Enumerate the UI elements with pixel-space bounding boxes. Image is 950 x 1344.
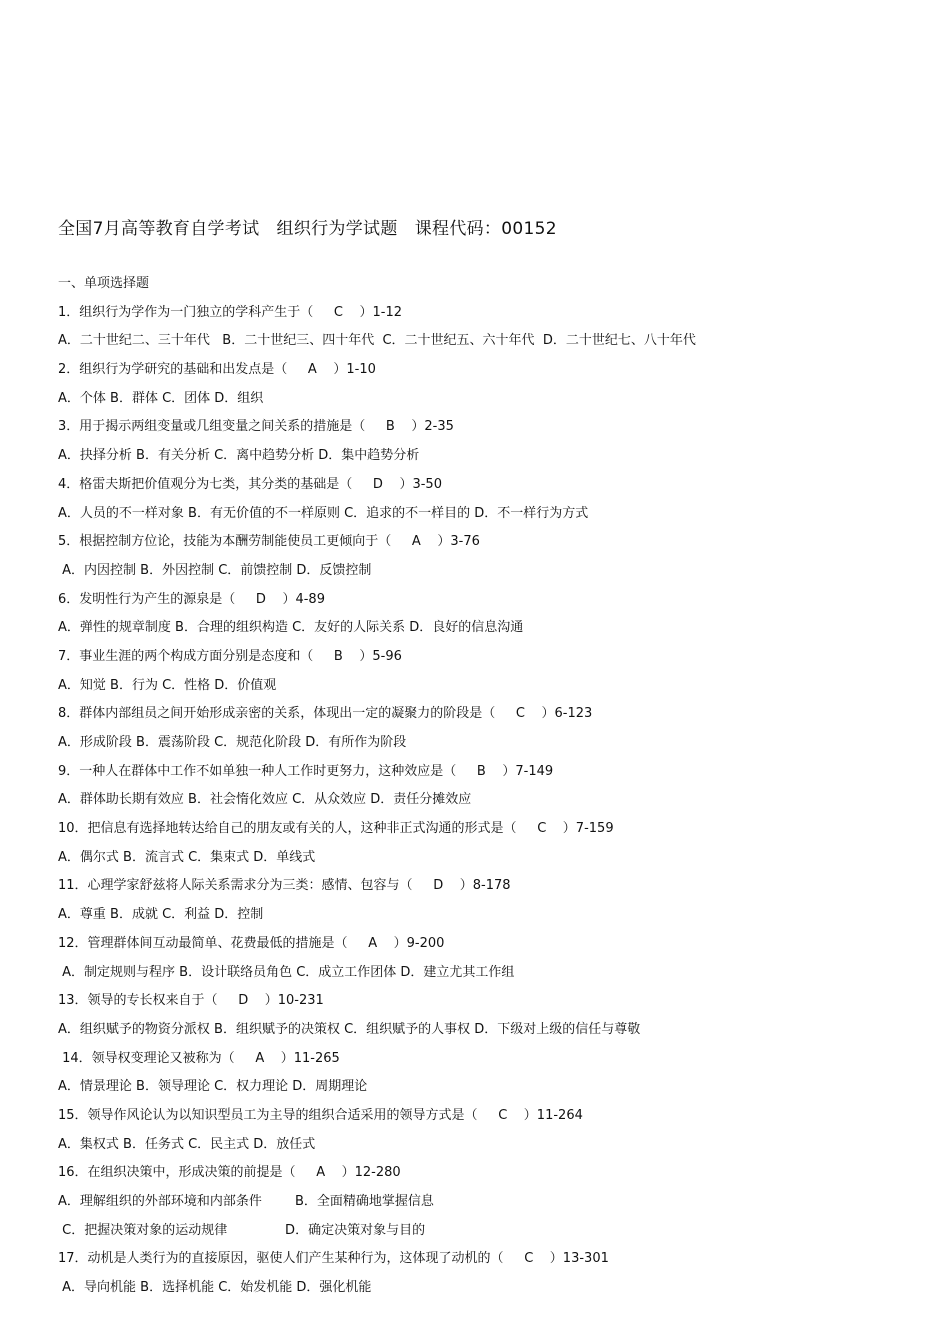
question-4: 4．格雷夫斯把价值观分为七类，其分类的基础是（ D ）3-50 (58, 476, 442, 492)
question-6: 6．发明性行为产生的源泉是（ D ）4-89 (58, 591, 325, 607)
question-15: 15．领导作风论认为以知识型员工为主导的组织合适采用的领导方式是（ C ）11-264 (58, 1107, 583, 1123)
question-16: 16．在组织决策中，形成决策的前提是（ A ）12-280 (58, 1165, 401, 1181)
question-13: 13．领导的专长权来自于（ D ）10-231 (58, 993, 324, 1009)
options-13: A．组织赋予的物资分派权 B．组织赋予的决策权 C．组织赋予的人事权 D．下级对上级的信任与尊敬 (58, 1021, 641, 1037)
options-10: A．偶尔式 B．流言式 C．集束式 D．单线式 (58, 849, 316, 865)
question-list (58, 275, 938, 1308)
section-heading: 一、单项选择题 (58, 276, 150, 291)
options-11: A．尊重 B．成就 C．利益 D．控制 (58, 907, 264, 923)
question-14: 14．领导权变理论又被称为（ A ）11-265 (58, 1050, 340, 1066)
options-6: A．弹性的规章制度 B．合理的组织构造 C．友好的人际关系 D．良好的信息沟通 (58, 620, 524, 636)
options-5: A．内因控制 B．外因控制 C．前馈控制 D．反馈控制 (58, 562, 372, 578)
question-1: 1．组织行为学作为一门独立的学科产生于（ C ）1-12 (58, 304, 403, 320)
document-title: 全国7月高等教育自学考试 组织行为学试题 课程代码：00152 (58, 219, 557, 239)
question-7: 7．事业生涯的两个构成方面分别是态度和（ B ）5-96 (58, 648, 402, 664)
question-8: 8．群体内部组员之间开始形成亲密的关系，体现出一定的凝聚力的阶段是（ C ）6-123 (58, 706, 593, 722)
options-2: A．个体 B．群体 C．团体 D．组织 (58, 390, 264, 406)
options-17: A．导向机能 B．选择机能 C．始发机能 D．强化机能 (58, 1280, 372, 1296)
options-4: A．人员的不一样对象 B．有无价值的不一样原则 C．追求的不一样目的 D．不一样行为方式 (58, 505, 589, 521)
question-9: 9．一种人在群体中工作不如单独一种人工作时更努力，这种效应是（ B ）7-149 (58, 763, 554, 779)
question-10: 10．把信息有选择地转达给自己的朋友或有关的人，这种非正式沟通的形式是（ C ）7-159 (58, 821, 614, 837)
options-9: A．群体助长期有效应 B．社会惰化效应 C．从众效应 D．责任分摊效应 (58, 792, 472, 808)
question-17: 17．动机是人类行为的直接原因，驱使人们产生某种行为，这体现了动机的（ C ）13-301 (58, 1251, 609, 1267)
options-15: A．集权式 B．任务式 C．民主式 D．放任式 (58, 1136, 316, 1152)
question-2: 2．组织行为学研究的基础和出发点是（ A ）1-10 (58, 362, 376, 378)
question-3: 3．用于揭示两组变量或几组变量之间关系的措施是（ B ）2-35 (58, 419, 454, 435)
question-11: 11．心理学家舒兹将人际关系需求分为三类：感情、包容与（ D ）8-178 (58, 878, 511, 894)
options-16-ab: A．理解组织的外部环境和内部条件 B．全面精确地掌握信息 (58, 1194, 434, 1209)
options-16-cd: C．把握决策对象的运动规律 D．确定决策对象与目的 (58, 1222, 426, 1238)
options-14: A．情景理论 B．领导理论 C．权力理论 D．周期理论 (58, 1079, 368, 1095)
options-12: A．制定规则与程序 B．设计联络员角色 C．成立工作团体 D．建立尤其工作组 (58, 964, 515, 980)
options-8: A．形成阶段 B．震荡阶段 C．规范化阶段 D．有所作为阶段 (58, 735, 407, 750)
options-7: A．知觉 B．行为 C．性格 D．价值观 (58, 677, 277, 693)
question-5: 5．根据控制方位论，技能为本酬劳制能使员工更倾向于（ A ）3-76 (58, 534, 480, 550)
question-12: 12．管理群体间互动最简单、花费最低的措施是（ A ）9-200 (58, 935, 445, 951)
options-1: A．二十世纪二、三十年代 B．二十世纪三、四十年代 C．二十世纪五、六十年代 D．二十世纪七、八十年代 (58, 333, 696, 349)
options-3: A．抉择分析 B．有关分析 C．离中趋势分析 D．集中趋势分析 (58, 448, 420, 464)
